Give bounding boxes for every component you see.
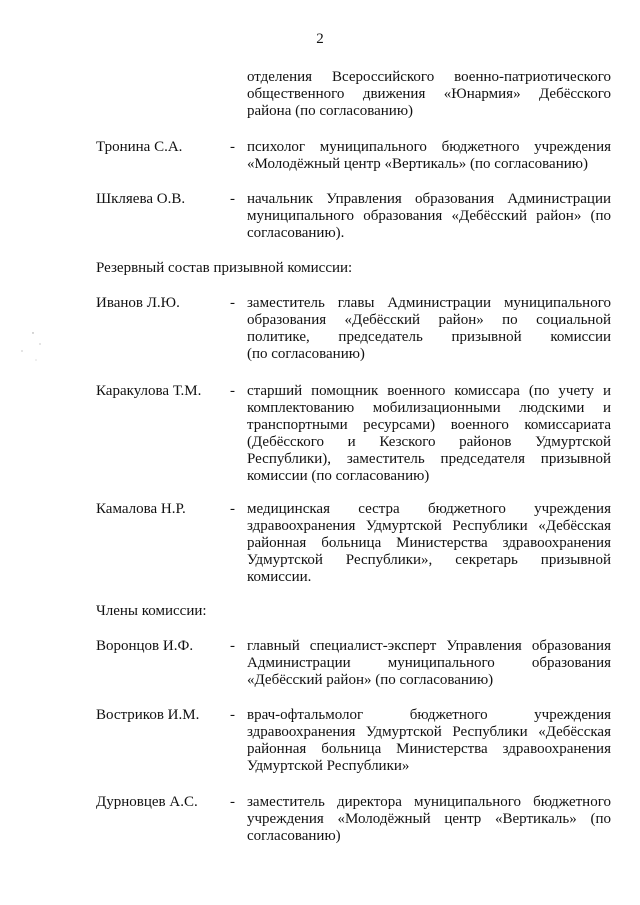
- role-line: комиссии.: [247, 569, 312, 585]
- role-line: «Молодёжный центр «Вертикаль» (по согласованию): [247, 156, 588, 172]
- role-line: врач-офтальмолог бюджетного учреждения: [247, 707, 611, 723]
- role-line: согласованию).: [247, 225, 345, 241]
- role-line: районная больница Министерства здравоохранения: [247, 535, 611, 551]
- reserve-heading: Резервный состав призывной комиссии:: [96, 260, 353, 276]
- role-line: главный специалист-эксперт Управления образования: [247, 638, 611, 654]
- entry-dash: -: [230, 383, 235, 399]
- role-line: комплектованию мобилизационными людскими и: [247, 400, 611, 416]
- role-line: транспортными ресурсами) военного комиссариата: [247, 417, 611, 433]
- member-name: Камалова Н.Р.: [96, 501, 186, 517]
- member-role: [247, 638, 611, 689]
- role-line: муниципального образования «Дебёсский район» (по: [247, 208, 611, 224]
- member-name: Шкляева О.В.: [96, 191, 186, 207]
- entry-dash: -: [230, 191, 235, 207]
- member-role: [247, 191, 611, 242]
- role-line: Администрации муниципального образования: [247, 655, 611, 671]
- role-line: заместитель главы Администрации муниципального: [247, 295, 611, 311]
- role-line: заместитель директора муниципального бюджетного: [247, 794, 611, 810]
- member-role: [247, 794, 611, 845]
- member-name: Иванов Л.Ю.: [96, 295, 180, 311]
- role-line: старший помощник военного комиссара (по учету и: [247, 383, 611, 399]
- entry-dash: -: [230, 638, 235, 654]
- page-number: 2: [316, 31, 324, 47]
- role-line: психолог муниципального бюджетного учреждения: [247, 139, 611, 155]
- role-line: медицинская сестра бюджетного учреждения: [247, 501, 611, 517]
- role-line: Удмуртской Республики»: [247, 758, 410, 774]
- entry-dash: -: [230, 707, 235, 723]
- continuation-line: отделения Всероссийского военно-патриотического: [247, 69, 611, 85]
- continuation-line: района (по согласованию): [247, 103, 414, 119]
- member-role: [247, 139, 611, 173]
- role-line: начальник Управления образования Администрации: [247, 191, 611, 207]
- role-line: политике, председатель призывной комиссии: [247, 329, 611, 345]
- entry-dash: -: [230, 295, 235, 311]
- members-heading: Члены комиссии:: [96, 603, 207, 619]
- member-name: Тронина С.А.: [96, 139, 183, 155]
- scan-noise: [0, 0, 60, 905]
- role-line: образования «Дебёсский район» по социальной: [247, 312, 611, 328]
- member-name: Каракулова Т.М.: [96, 383, 202, 399]
- role-line: комиссии (по согласованию): [247, 468, 430, 484]
- entry-dash: -: [230, 501, 235, 517]
- continuation-line: общественного движения «Юнармия» Дебёсского: [247, 86, 611, 102]
- role-line: согласованию): [247, 828, 341, 844]
- member-role: [247, 383, 611, 485]
- member-name: Воронцов И.Ф.: [96, 638, 194, 654]
- member-role: [247, 295, 611, 363]
- role-line: (Дебёсского и Кезского районов Удмуртской: [247, 434, 611, 450]
- member-name: Востриков И.М.: [96, 707, 200, 723]
- role-line: «Дебёсский район» (по согласованию): [247, 672, 494, 688]
- entry-dash: -: [230, 139, 235, 155]
- role-line: здравоохранения Удмуртской Республики «Дебёсская: [247, 518, 611, 534]
- member-name: Дурновцев А.С.: [96, 794, 198, 810]
- member-role: [247, 501, 611, 586]
- role-line: Республики), заместитель председателя призывной: [247, 451, 611, 467]
- role-line: здравоохранения Удмуртской Республики «Дебёсская: [247, 724, 611, 740]
- role-line: (по согласованию): [247, 346, 365, 362]
- role-line: Удмуртской Республики», секретарь призывной: [247, 552, 611, 568]
- continuation-text: [247, 69, 611, 120]
- member-role: [247, 707, 611, 775]
- role-line: районная больница Министерства здравоохранения: [247, 741, 611, 757]
- entry-dash: -: [230, 794, 235, 810]
- role-line: учреждения «Молодёжный центр «Вертикаль» (по: [247, 811, 611, 827]
